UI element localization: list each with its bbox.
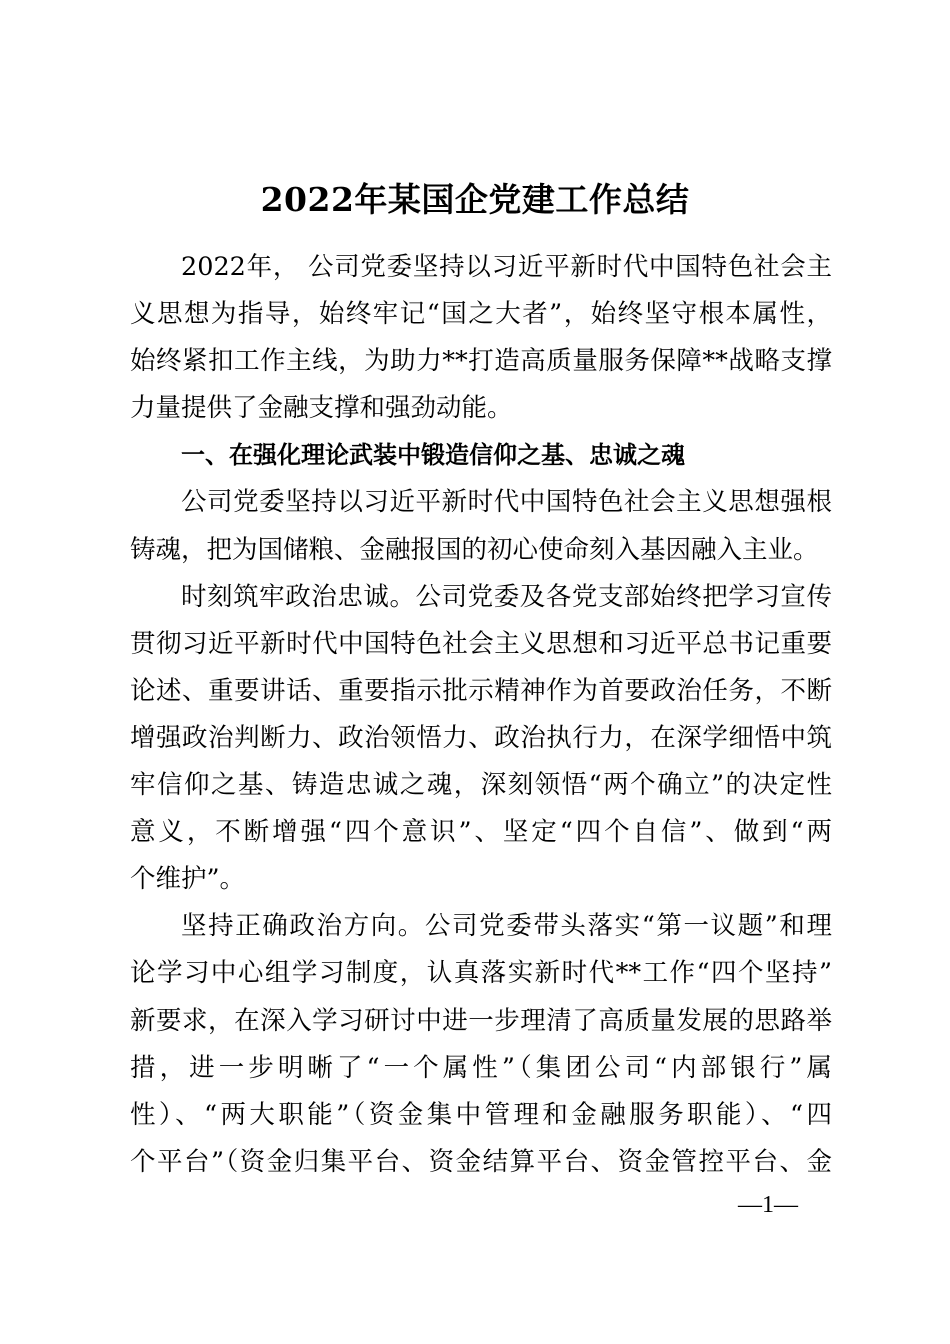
paragraph-line: 2022年， 公司党委坚持以习近平新时代中国特色社会主	[181, 252, 832, 282]
paragraph-line: 措，进一步明晰了“一个属性”（集团公司“内部银行”属	[130, 1052, 832, 1083]
document-title: 2022年某国企党建工作总结	[260, 180, 690, 219]
page-number: —1—	[738, 1192, 798, 1218]
paragraph-line: 贯彻习近平新时代中国特色社会主义思想和习近平总书记重要	[130, 628, 832, 659]
paragraph-line: 义思想为指导，始终牢记“国之大者”，始终坚守根本属性，	[130, 299, 832, 330]
paragraph-line: 新要求，在深入学习研讨中进一步理清了高质量发展的思路举	[130, 1005, 832, 1036]
paragraph-line: 坚持正确政治方向。公司党委带头落实“第一议题”和理	[181, 911, 832, 942]
paragraph-line: 论述、重要讲话、重要指示批示精神作为首要政治任务，不断	[130, 675, 832, 706]
paragraph-line: 意义，不断增强“四个意识”、坚定“四个自信”、做到“两	[130, 817, 832, 848]
paragraph-line: 时刻筑牢政治忠诚。公司党委及各党支部始终把学习宣传	[181, 581, 832, 612]
paragraph-line: 个维护”。	[130, 864, 246, 895]
paragraph-line: 论学习中心组学习制度，认真落实新时代**工作“四个坚持”	[130, 958, 832, 989]
paragraph-line: 个平台”（资金归集平台、资金结算平台、资金管控平台、金	[130, 1146, 832, 1177]
paragraph-line: 性）、“两大职能”（资金集中管理和金融服务职能）、“四	[130, 1099, 832, 1130]
paragraph-line: 铸魂，把为国储粮、金融报国的初心使命刻入基因融入主业。	[130, 534, 819, 565]
paragraph-line: 牢信仰之基、铸造忠诚之魂，深刻领悟“两个确立”的决定性	[130, 770, 832, 801]
document-body	[130, 244, 832, 1186]
paragraph-line: 力量提供了金融支撑和强劲动能。	[130, 393, 513, 424]
paragraph-line: 增强政治判断力、政治领悟力、政治执行力，在深学细悟中筑	[130, 722, 832, 753]
paragraph-line: 公司党委坚持以习近平新时代中国特色社会主义思想强根	[181, 487, 832, 518]
paragraph-line: 始终紧扣工作主线，为助力**打造高质量服务保障**战略支撑	[130, 346, 832, 377]
section-heading: 一、在强化理论武装中锻造信仰之基、忠诚之魂	[181, 441, 685, 470]
